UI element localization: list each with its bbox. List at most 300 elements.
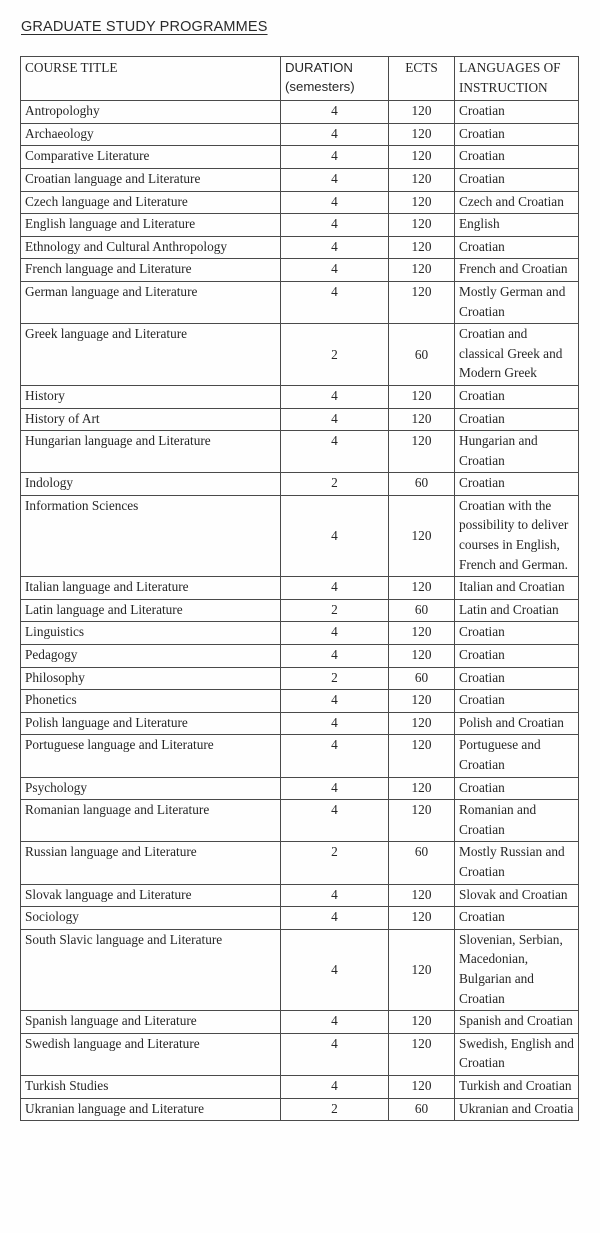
cell-course-title xyxy=(21,577,281,600)
course-title-text: Ukranian language and Literature xyxy=(25,1100,205,1116)
table-row xyxy=(21,599,579,622)
cell-languages xyxy=(455,324,579,386)
duration-text: 4 xyxy=(331,962,338,978)
table-row xyxy=(21,214,579,237)
course-title-text: South Slavic language and Literature xyxy=(25,931,223,947)
table-row xyxy=(21,800,579,842)
table-row xyxy=(21,907,579,930)
course-title-text: Latin language and Literature xyxy=(25,601,183,617)
table-row xyxy=(21,690,579,713)
cell-ects xyxy=(389,599,455,622)
cell-duration xyxy=(281,1033,389,1075)
ects-text: 60 xyxy=(414,1100,429,1116)
table-row xyxy=(21,622,579,645)
cell-languages xyxy=(455,1011,579,1034)
cell-course-title xyxy=(21,168,281,191)
cell-languages xyxy=(455,599,579,622)
languages-text: Croatian xyxy=(459,475,505,491)
cell-course-title xyxy=(21,907,281,930)
course-title-text: Russian language and Literature xyxy=(25,844,197,860)
cell-languages xyxy=(455,929,579,1010)
cell-languages xyxy=(455,712,579,735)
duration-text: 4 xyxy=(331,714,338,730)
languages-text: Croatian xyxy=(459,779,505,795)
languages-text: Mostly German and Croatian xyxy=(459,283,566,319)
table-row xyxy=(21,123,579,146)
column-header-languages xyxy=(455,57,579,101)
cell-course-title xyxy=(21,622,281,645)
ects-text: 60 xyxy=(414,346,429,362)
cell-ects xyxy=(389,146,455,169)
column-header-ects-label: ECTS xyxy=(405,60,438,75)
ects-text: 60 xyxy=(414,844,429,860)
cell-course-title xyxy=(21,599,281,622)
cell-course-title xyxy=(21,408,281,431)
table-row xyxy=(21,777,579,800)
cell-ects xyxy=(389,1011,455,1034)
cell-duration xyxy=(281,431,389,473)
column-header-ects xyxy=(389,57,455,101)
cell-course-title xyxy=(21,431,281,473)
cell-duration xyxy=(281,735,389,777)
cell-languages xyxy=(455,146,579,169)
course-title-text: Croatian language and Literature xyxy=(25,170,201,186)
languages-text: Latin and Croatian xyxy=(459,601,559,617)
course-title-text: Indology xyxy=(25,475,74,491)
table-header-row xyxy=(21,57,579,101)
languages-text: Croatian xyxy=(459,148,505,164)
table-row xyxy=(21,735,579,777)
duration-text: 4 xyxy=(331,692,338,708)
column-header-course-title xyxy=(21,57,281,101)
course-title-text: Comparative Literature xyxy=(25,148,150,164)
course-title-text: Czech language and Literature xyxy=(25,193,188,209)
cell-ects xyxy=(389,236,455,259)
table-header xyxy=(21,57,579,101)
ects-text: 120 xyxy=(411,261,432,277)
cell-languages xyxy=(455,884,579,907)
cell-languages xyxy=(455,236,579,259)
ects-text: 120 xyxy=(411,387,432,403)
languages-text: Croatian and classical Greek and Modern Greek xyxy=(459,326,563,381)
column-header-course-title-label: COURSE TITLE xyxy=(25,60,118,75)
cell-duration xyxy=(281,712,389,735)
cell-ects xyxy=(389,907,455,930)
ects-text: 120 xyxy=(411,170,432,186)
languages-text: Mostly Russian and Croatian xyxy=(459,844,565,879)
duration-text: 4 xyxy=(331,886,338,902)
cell-ects xyxy=(389,1033,455,1075)
cell-duration xyxy=(281,577,389,600)
course-title-text: Turkish Studies xyxy=(25,1077,109,1093)
course-title-text: History xyxy=(25,387,65,403)
cell-duration xyxy=(281,1098,389,1121)
duration-text: 4 xyxy=(331,261,338,277)
cell-ects xyxy=(389,495,455,576)
languages-text: Croatian xyxy=(459,410,505,426)
course-title-text: Portuguese language and Literature xyxy=(25,737,214,753)
table-row xyxy=(21,1075,579,1098)
duration-text: 4 xyxy=(331,433,338,449)
languages-text: Italian and Croatian xyxy=(459,579,565,595)
cell-course-title xyxy=(21,735,281,777)
cell-ects xyxy=(389,191,455,214)
ects-text: 120 xyxy=(411,1035,432,1051)
cell-duration xyxy=(281,599,389,622)
table-row xyxy=(21,1098,579,1121)
cell-ects xyxy=(389,842,455,884)
cell-languages xyxy=(455,1075,579,1098)
duration-text: 4 xyxy=(331,1077,338,1093)
duration-text: 4 xyxy=(331,216,338,232)
cell-languages xyxy=(455,168,579,191)
cell-course-title xyxy=(21,123,281,146)
duration-text: 4 xyxy=(331,148,338,164)
duration-text: 2 xyxy=(331,1100,338,1116)
course-title-text: Swedish language and Literature xyxy=(25,1035,200,1051)
languages-text: Croatian xyxy=(459,909,505,925)
table-row xyxy=(21,645,579,668)
table-row xyxy=(21,324,579,386)
table-row xyxy=(21,236,579,259)
ects-text: 120 xyxy=(411,148,432,164)
cell-course-title xyxy=(21,884,281,907)
course-title-text: Phonetics xyxy=(25,692,77,708)
languages-text: Turkish and Croatian xyxy=(459,1077,572,1093)
ects-text: 120 xyxy=(411,909,432,925)
ects-text: 120 xyxy=(411,238,432,254)
cell-duration xyxy=(281,842,389,884)
languages-text: Croatian xyxy=(459,692,505,708)
cell-duration xyxy=(281,236,389,259)
languages-text: Ukranian and Croatia xyxy=(459,1100,574,1116)
course-title-text: Psychology xyxy=(25,779,88,795)
cell-course-title xyxy=(21,214,281,237)
course-title-text: Polish language and Literature xyxy=(25,714,188,730)
course-title-text: Ethnology and Cultural Anthropology xyxy=(25,238,228,254)
course-title-text: Romanian language and Literature xyxy=(25,802,210,818)
cell-languages xyxy=(455,735,579,777)
course-title-text: French language and Literature xyxy=(25,261,192,277)
table-row xyxy=(21,385,579,408)
page-title: GRADUATE STUDY PROGRAMMES xyxy=(21,19,268,35)
languages-text: Croatian xyxy=(459,624,505,640)
ects-text: 120 xyxy=(411,737,432,753)
languages-text: Czech and Croatian xyxy=(459,193,564,209)
duration-text: 2 xyxy=(331,475,338,491)
cell-languages xyxy=(455,622,579,645)
languages-text: Croatian xyxy=(459,170,505,186)
cell-course-title xyxy=(21,473,281,496)
table-body xyxy=(21,101,579,1121)
languages-text: Hungarian and Croatian xyxy=(459,433,538,468)
table-row xyxy=(21,667,579,690)
languages-text: Croatian xyxy=(459,647,505,663)
cell-duration xyxy=(281,408,389,431)
cell-ects xyxy=(389,777,455,800)
cell-ects xyxy=(389,431,455,473)
cell-ects xyxy=(389,1075,455,1098)
cell-duration xyxy=(281,495,389,576)
cell-ects xyxy=(389,622,455,645)
cell-course-title xyxy=(21,1075,281,1098)
cell-duration xyxy=(281,385,389,408)
cell-ects xyxy=(389,1098,455,1121)
ects-text: 60 xyxy=(414,475,429,491)
cell-course-title xyxy=(21,667,281,690)
cell-course-title xyxy=(21,385,281,408)
cell-duration xyxy=(281,1011,389,1034)
cell-duration xyxy=(281,214,389,237)
course-title-text: English language and Literature xyxy=(25,216,196,232)
cell-languages xyxy=(455,473,579,496)
course-title-text: German language and Literature xyxy=(25,283,198,299)
cell-languages xyxy=(455,385,579,408)
cell-duration xyxy=(281,281,389,323)
cell-languages xyxy=(455,123,579,146)
cell-languages xyxy=(455,907,579,930)
duration-text: 4 xyxy=(331,579,338,595)
table-row xyxy=(21,495,579,576)
ects-text: 120 xyxy=(411,433,432,449)
cell-duration xyxy=(281,191,389,214)
cell-ects xyxy=(389,800,455,842)
course-title-text: History of Art xyxy=(25,410,100,426)
table-row xyxy=(21,281,579,323)
cell-languages xyxy=(455,214,579,237)
course-title-text: Linguistics xyxy=(25,624,85,640)
cell-course-title xyxy=(21,1098,281,1121)
cell-ects xyxy=(389,884,455,907)
course-title-text: Pedagogy xyxy=(25,647,78,663)
cell-course-title xyxy=(21,259,281,282)
cell-course-title xyxy=(21,281,281,323)
languages-text: Spanish and Croatian xyxy=(459,1013,573,1029)
table-row xyxy=(21,577,579,600)
duration-text: 4 xyxy=(331,647,338,663)
cell-languages xyxy=(455,101,579,124)
cell-duration xyxy=(281,473,389,496)
languages-text: English xyxy=(459,216,500,232)
ects-text: 60 xyxy=(414,601,429,617)
cell-languages xyxy=(455,1098,579,1121)
cell-duration xyxy=(281,622,389,645)
cell-ects xyxy=(389,735,455,777)
cell-ects xyxy=(389,123,455,146)
cell-ects xyxy=(389,473,455,496)
duration-text: 4 xyxy=(331,624,338,640)
cell-ects xyxy=(389,324,455,386)
ects-text: 120 xyxy=(411,886,432,902)
cell-duration xyxy=(281,1075,389,1098)
cell-languages xyxy=(455,777,579,800)
table-row xyxy=(21,168,579,191)
ects-text: 120 xyxy=(411,283,432,299)
cell-course-title xyxy=(21,101,281,124)
cell-ects xyxy=(389,281,455,323)
cell-languages xyxy=(455,495,579,576)
duration-text: 4 xyxy=(331,125,338,141)
table-row xyxy=(21,842,579,884)
cell-ects xyxy=(389,214,455,237)
cell-course-title xyxy=(21,1033,281,1075)
cell-duration xyxy=(281,123,389,146)
table-row xyxy=(21,101,579,124)
table-row xyxy=(21,473,579,496)
cell-ects xyxy=(389,577,455,600)
ects-text: 120 xyxy=(411,714,432,730)
table-row xyxy=(21,431,579,473)
duration-text: 4 xyxy=(331,238,338,254)
ects-text: 120 xyxy=(411,802,432,818)
table-row xyxy=(21,146,579,169)
cell-languages xyxy=(455,408,579,431)
cell-ects xyxy=(389,667,455,690)
ects-text: 120 xyxy=(411,528,432,544)
table-row xyxy=(21,408,579,431)
cell-course-title xyxy=(21,495,281,576)
ects-text: 120 xyxy=(411,410,432,426)
table-row xyxy=(21,712,579,735)
duration-text: 4 xyxy=(331,802,338,818)
duration-text: 4 xyxy=(331,737,338,753)
duration-text: 4 xyxy=(331,387,338,403)
course-title-text: Spanish language and Literature xyxy=(25,1013,197,1029)
languages-text: Croatian xyxy=(459,125,505,141)
languages-text: Croatian with the possibility to deliver courses in English, French and German. xyxy=(459,497,569,572)
duration-text: 2 xyxy=(331,669,338,685)
column-header-languages-label: LANGUAGES OF INSTRUCTION xyxy=(459,60,561,95)
languages-text: Slovak and Croatian xyxy=(459,886,568,902)
ects-text: 120 xyxy=(411,579,432,595)
course-title-text: Hungarian language and Literature xyxy=(25,433,211,449)
ects-text: 120 xyxy=(411,125,432,141)
cell-course-title xyxy=(21,324,281,386)
course-title-text: Antropologhy xyxy=(25,103,100,119)
cell-course-title xyxy=(21,146,281,169)
duration-text: 4 xyxy=(331,170,338,186)
cell-ects xyxy=(389,929,455,1010)
cell-languages xyxy=(455,690,579,713)
duration-text: 4 xyxy=(331,1035,338,1051)
table-row xyxy=(21,259,579,282)
duration-text: 4 xyxy=(331,779,338,795)
cell-languages xyxy=(455,1033,579,1075)
cell-languages xyxy=(455,281,579,323)
cell-languages xyxy=(455,800,579,842)
ects-text: 120 xyxy=(411,692,432,708)
cell-ects xyxy=(389,101,455,124)
ects-text: 120 xyxy=(411,1077,432,1093)
duration-text: 4 xyxy=(331,103,338,119)
cell-duration xyxy=(281,101,389,124)
languages-text: Polish and Croatian xyxy=(459,714,564,730)
course-title-text: Slovak language and Literature xyxy=(25,886,192,902)
cell-duration xyxy=(281,690,389,713)
cell-languages xyxy=(455,577,579,600)
ects-text: 120 xyxy=(411,193,432,209)
cell-ects xyxy=(389,385,455,408)
languages-text: Croatian xyxy=(459,669,505,685)
ects-text: 120 xyxy=(411,779,432,795)
duration-text: 4 xyxy=(331,283,338,299)
cell-duration xyxy=(281,907,389,930)
cell-duration xyxy=(281,777,389,800)
cell-duration xyxy=(281,929,389,1010)
duration-text: 4 xyxy=(331,193,338,209)
cell-duration xyxy=(281,259,389,282)
course-title-text: Italian language and Literature xyxy=(25,579,189,595)
cell-duration xyxy=(281,667,389,690)
ects-text: 60 xyxy=(414,669,429,685)
table-row xyxy=(21,1033,579,1075)
programmes-table-container xyxy=(20,56,578,1121)
cell-duration xyxy=(281,324,389,386)
column-header-duration xyxy=(281,57,389,101)
languages-text: Swedish, English and Croatian xyxy=(459,1035,574,1071)
cell-duration xyxy=(281,800,389,842)
table-row xyxy=(21,884,579,907)
cell-course-title xyxy=(21,929,281,1010)
ects-text: 120 xyxy=(411,1013,432,1029)
cell-duration xyxy=(281,146,389,169)
table-row xyxy=(21,1011,579,1034)
ects-text: 120 xyxy=(411,103,432,119)
duration-text: 4 xyxy=(331,1013,338,1029)
cell-duration xyxy=(281,645,389,668)
ects-text: 120 xyxy=(411,647,432,663)
cell-ects xyxy=(389,645,455,668)
languages-text: Portuguese and Croatian xyxy=(459,737,541,772)
cell-languages xyxy=(455,191,579,214)
column-header-duration-label: DURATION (semesters) xyxy=(285,60,355,94)
ects-text: 120 xyxy=(411,624,432,640)
cell-course-title xyxy=(21,842,281,884)
languages-text: Croatian xyxy=(459,238,505,254)
languages-text: Croatian xyxy=(459,387,505,403)
cell-duration xyxy=(281,884,389,907)
cell-course-title xyxy=(21,800,281,842)
cell-languages xyxy=(455,645,579,668)
duration-text: 2 xyxy=(331,844,338,860)
cell-course-title xyxy=(21,690,281,713)
cell-ects xyxy=(389,168,455,191)
languages-text: French and Croatian xyxy=(459,261,568,277)
cell-course-title xyxy=(21,645,281,668)
ects-text: 120 xyxy=(411,962,432,978)
cell-course-title xyxy=(21,777,281,800)
cell-ects xyxy=(389,259,455,282)
cell-ects xyxy=(389,712,455,735)
cell-languages xyxy=(455,431,579,473)
cell-course-title xyxy=(21,1011,281,1034)
course-title-text: Greek language and Literature xyxy=(25,326,188,342)
course-title-text: Sociology xyxy=(25,909,79,925)
ects-text: 120 xyxy=(411,216,432,232)
duration-text: 4 xyxy=(331,528,338,544)
cell-course-title xyxy=(21,191,281,214)
table-row xyxy=(21,929,579,1010)
cell-course-title xyxy=(21,236,281,259)
languages-text: Slovenian, Serbian, Macedonian, Bulgarian and Croatian xyxy=(459,931,563,1006)
cell-ects xyxy=(389,690,455,713)
course-title-text: Archaeology xyxy=(25,125,94,141)
table-row xyxy=(21,191,579,214)
languages-text: Romanian and Croatian xyxy=(459,802,537,837)
cell-ects xyxy=(389,408,455,431)
graduate-programmes-table xyxy=(20,56,579,1121)
course-title-text: Information Sciences xyxy=(25,497,139,513)
